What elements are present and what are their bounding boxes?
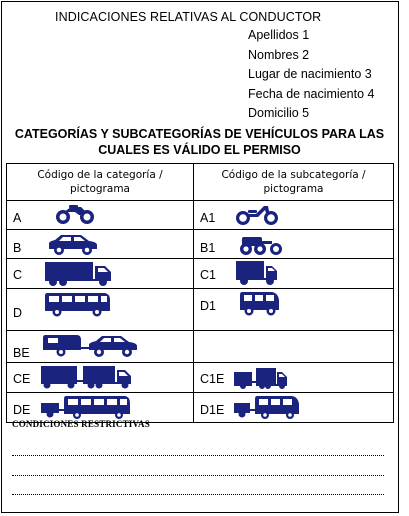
field-nombres: Nombres 2: [248, 47, 310, 62]
table-row: [7, 331, 394, 363]
subcategory-cell: [194, 393, 394, 423]
category-header-line-1: Código de la categoría /: [37, 169, 163, 181]
category-cell: [7, 393, 194, 423]
bus-icon: [43, 291, 113, 317]
small-truck-icon: [234, 259, 280, 285]
table-row: [7, 363, 394, 393]
table-header-row: [7, 164, 394, 201]
category-code: CE: [13, 372, 31, 386]
table-row: [7, 289, 394, 331]
categories-table: [6, 163, 394, 423]
scooter-icon: [234, 202, 280, 226]
table-row: [7, 230, 394, 259]
minibus-icon: [238, 290, 282, 316]
conditions-line-1: [12, 455, 384, 456]
subcategory-code: B1: [200, 241, 216, 255]
category-code: D: [13, 306, 23, 320]
category-cell: [7, 289, 194, 331]
category-code: B: [13, 241, 22, 255]
subcategory-cell: [194, 259, 394, 289]
subcategory-cell: [194, 289, 394, 331]
field-domicilio: Domicilio 5: [248, 106, 310, 120]
subcategory-cell-empty: [194, 331, 394, 363]
subcategory-header-line-1: Código de la subcategoría /: [221, 169, 366, 181]
car-icon: [47, 233, 99, 255]
subcategory-cell: [194, 230, 394, 259]
car-trailer-icon: [41, 332, 139, 358]
section-heading-line-2: CUALES ES VÁLIDO EL PERMISO: [98, 143, 301, 157]
conditions-line-3: [12, 494, 384, 495]
category-cell: [7, 259, 194, 289]
subcategory-code: C1E: [200, 372, 225, 386]
subcategory-header: [194, 164, 394, 201]
section-heading-line-1: CATEGORÍAS Y SUBCATEGORÍAS DE VEHÍCULOS PARA LAS: [14, 127, 385, 141]
subcategory-code: D1E: [200, 403, 225, 417]
subcategory-code: D1: [200, 299, 216, 313]
conditions-line-2: [12, 475, 384, 476]
field-apellidos: Apellidos 1: [248, 28, 310, 42]
subcategory-code: C1: [200, 268, 216, 282]
conditions-label: CONDICIONES RESTRICTIVAS: [12, 419, 150, 429]
minibus-trailer-icon: [232, 394, 302, 420]
category-header-line-2: pictograma: [70, 183, 130, 195]
category-code: A: [13, 211, 22, 225]
table-row: [7, 259, 394, 289]
subcategory-cell: [194, 201, 394, 230]
category-code: BE: [13, 346, 30, 360]
small-truck-trailer-icon: [232, 366, 290, 390]
truck-trailer-icon: [39, 364, 135, 390]
driver-fields: [248, 26, 374, 124]
truck-icon: [43, 260, 115, 286]
category-cell: [7, 201, 194, 230]
category-code: C: [13, 268, 23, 282]
subcategory-cell: [194, 363, 394, 393]
field-lugar-nacimiento: Lugar de nacimiento 3: [248, 67, 372, 81]
category-header: [7, 164, 194, 201]
subcategory-header-line-2: pictograma: [263, 183, 324, 195]
section-heading: [0, 126, 399, 158]
subcategory-code: A1: [200, 211, 216, 225]
category-code: DE: [13, 403, 31, 417]
motorcycle-icon: [55, 203, 95, 225]
category-cell: [7, 230, 194, 259]
table-row: [7, 393, 394, 423]
document-title: INDICACIONES RELATIVAS AL CONDUCTOR: [55, 10, 322, 24]
bus-trailer-icon: [39, 394, 133, 420]
category-cell: [7, 331, 194, 363]
quad-icon: [238, 232, 284, 256]
category-cell: [7, 363, 194, 393]
field-fecha-nacimiento: Fecha de nacimiento 4: [248, 86, 375, 101]
table-row: [7, 201, 394, 230]
